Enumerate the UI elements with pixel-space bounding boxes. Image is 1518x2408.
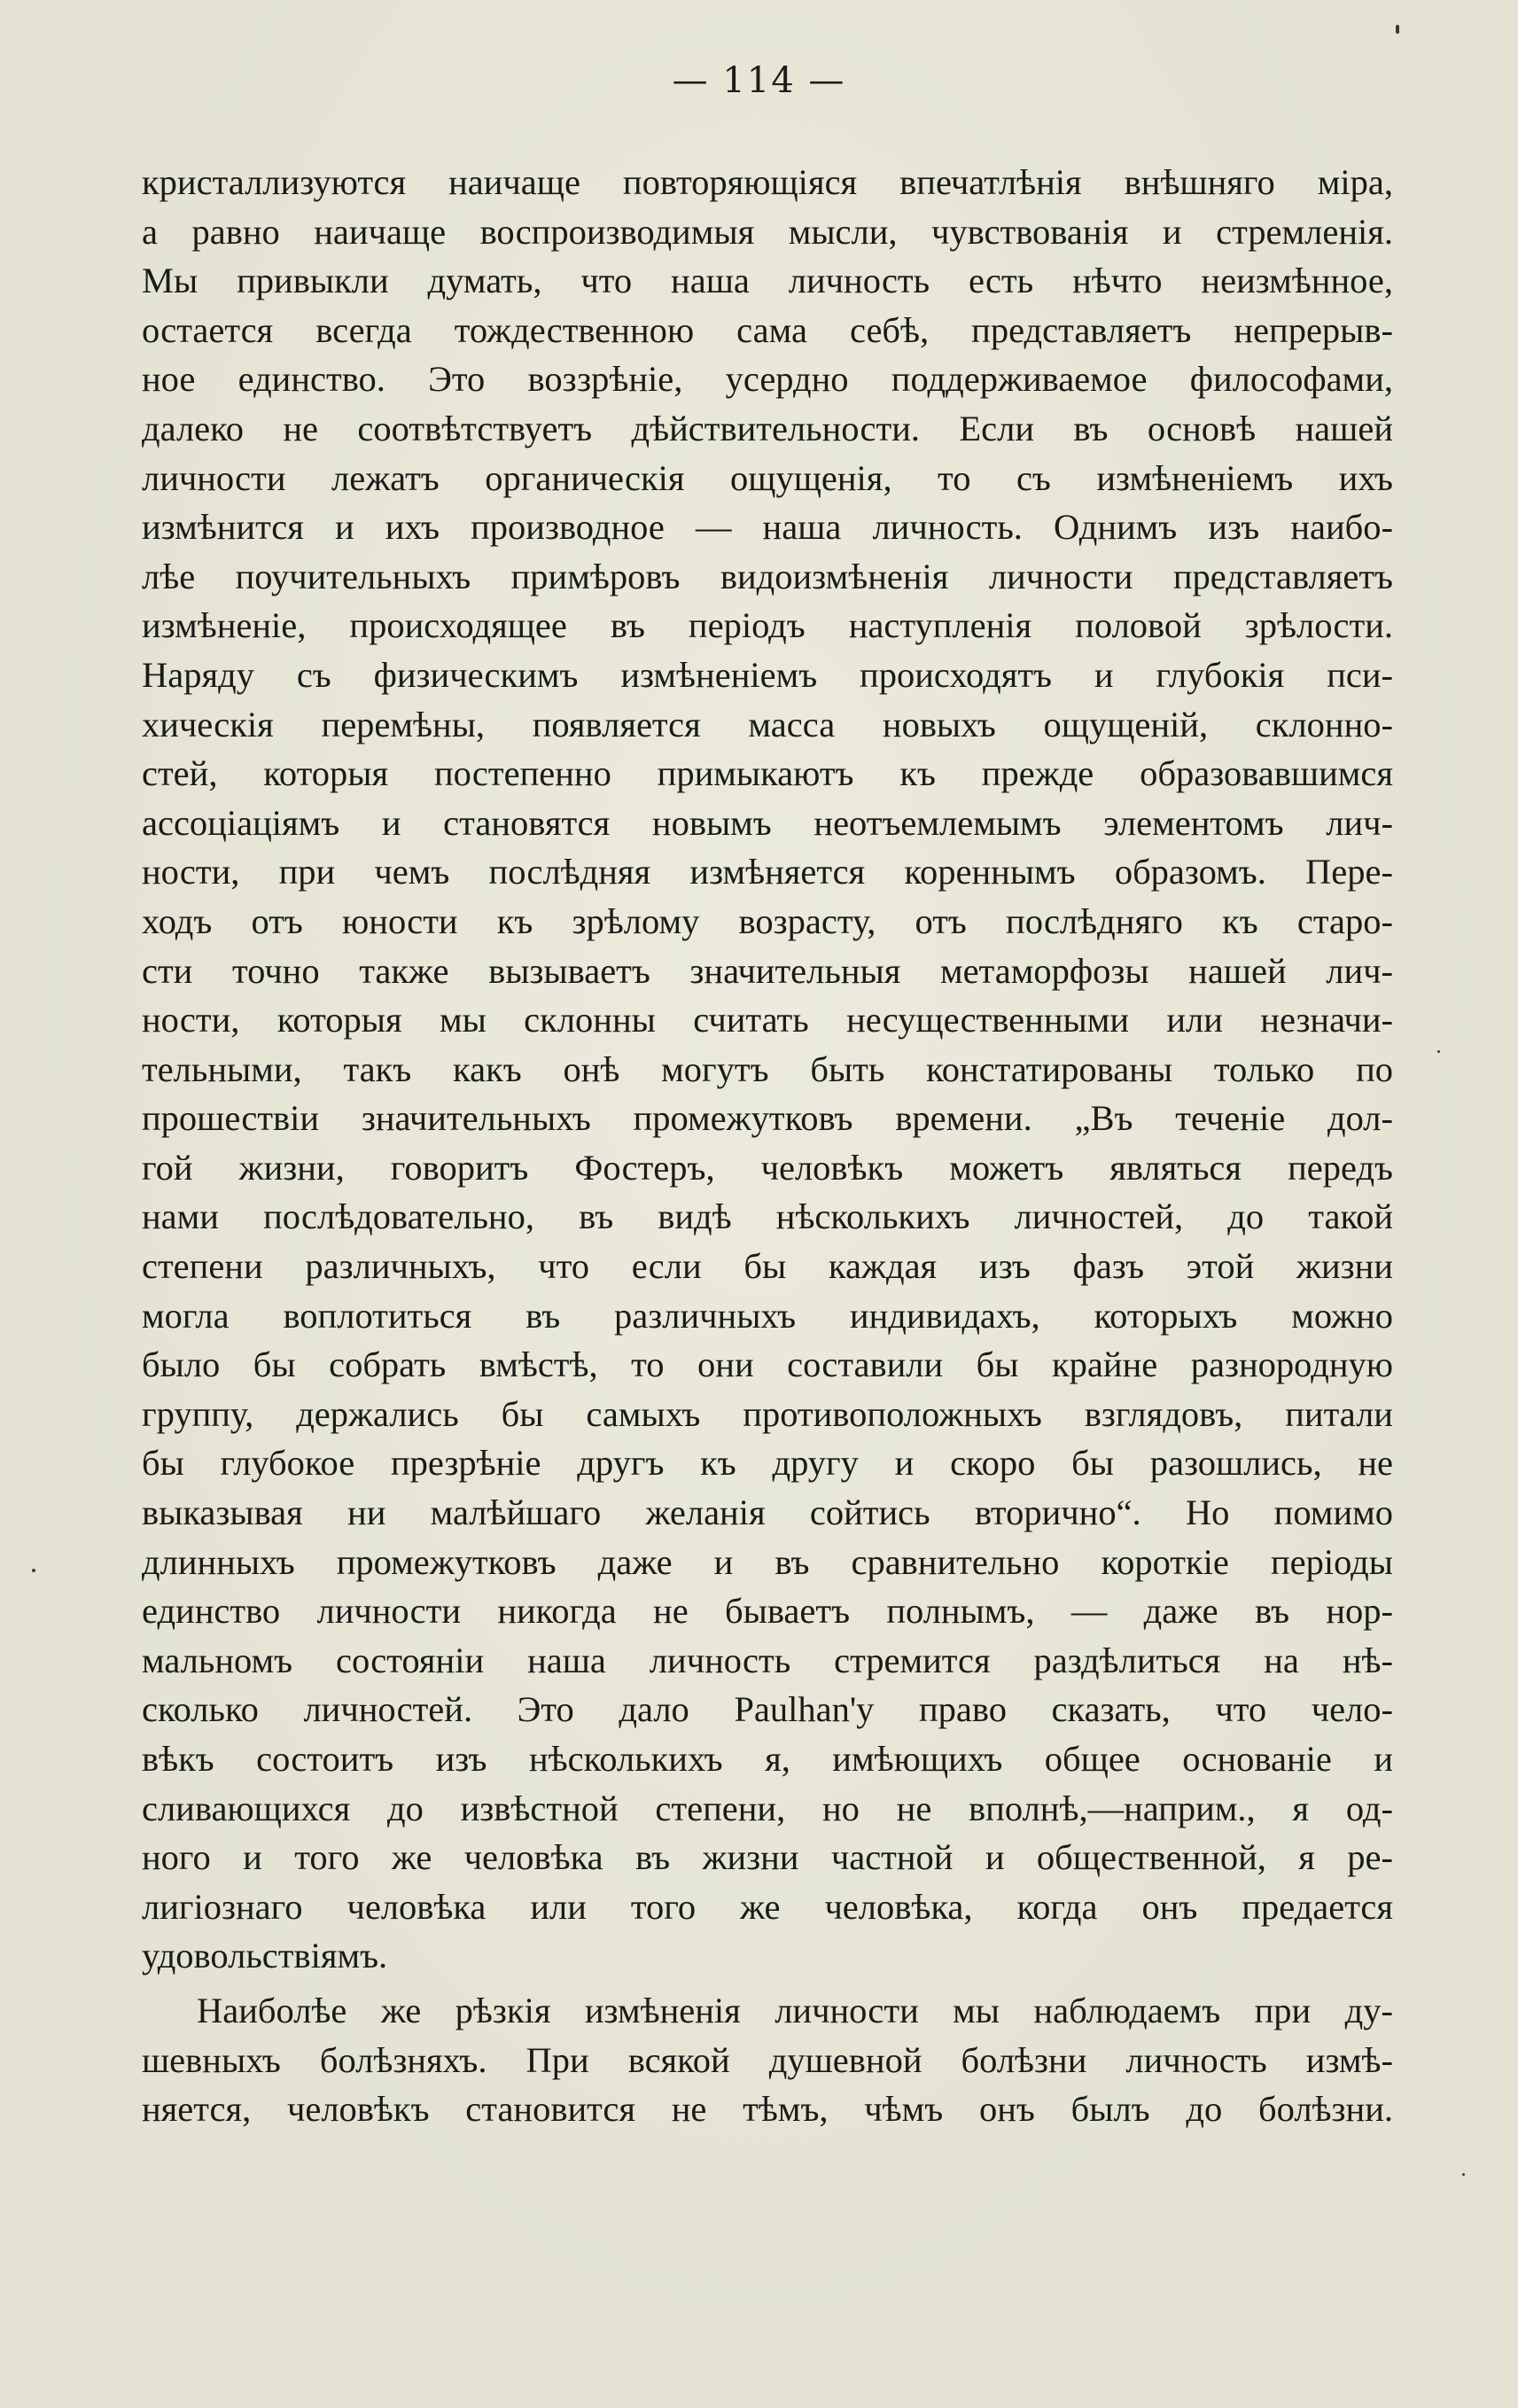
ink-speck (1396, 25, 1399, 34)
text-line: ассоціаціямъ и становятся новымъ неотъемлемымъ элементомъ лич- (142, 802, 1393, 843)
ink-speck (1437, 1050, 1440, 1053)
body-text (142, 158, 1393, 2134)
text-line: личности лежатъ органическія ощущенія, то съ измѣненіемъ ихъ (142, 457, 1393, 498)
text-line: нами послѣдовательно, въ видѣ нѣсколькихъ личностей, до такой (142, 1196, 1393, 1237)
text-line: сти точно также вызываетъ значительныя метаморфозы нашей лич- (142, 950, 1393, 991)
text-line: ходъ отъ юности къ зрѣлому возрасту, отъ послѣдняго къ старо- (142, 900, 1393, 941)
page-number: — 114 — (672, 60, 846, 101)
text-line: тельными, такъ какъ онѣ могутъ быть констатированы только по (142, 1048, 1393, 1089)
text-line: хическія перемѣны, появляется масса новыхъ ощущеній, склонно- (142, 704, 1393, 744)
text-line: сколько личностей. Это дало Paulhan'у право сказать, что чело- (142, 1689, 1393, 1730)
ink-speck (32, 1569, 35, 1572)
text-line: выказывая ни малѣйшаго желанія сойтись вторично“. Но помимо (142, 1492, 1393, 1533)
text-line: далеко не соотвѣтствуетъ дѣйствительности. Если въ основѣ нашей (142, 408, 1393, 448)
text-line: лѣе поучительныхъ примѣровъ видоизмѣненія личности представляетъ (142, 556, 1393, 596)
text-line: ного и того же человѣка въ жизни частной и общественной, я ре- (142, 1837, 1393, 1878)
ink-speck (1462, 2173, 1465, 2176)
text-line: сливающихся до извѣстной степени, но не вполнѣ,—наприм., я од- (142, 1788, 1393, 1828)
text-line: прошествіи значительныхъ промежутковъ времени. „Въ теченіе дол- (142, 1098, 1393, 1139)
text-line: ности, которыя мы склонны считать несущественными или незначи- (142, 1000, 1393, 1040)
text-line: ности, при чемъ послѣдняя измѣняется кореннымъ образомъ. Пере- (142, 852, 1393, 892)
text-line: измѣненіе, происходящее въ періодъ наступленія половой зрѣлости. (142, 605, 1393, 646)
text-line: Наиболѣе же рѣзкія измѣненія личности мы наблюдаемъ при ду- (197, 1990, 1393, 2030)
text-line: бы глубокое презрѣніе другъ къ другу и скоро бы разошлись, не (142, 1443, 1393, 1484)
text-line: гой жизни, говоритъ Фостеръ, человѣкъ можетъ являться передъ (142, 1147, 1393, 1188)
text-line: измѣнится и ихъ производное — наша личность. Однимъ изъ наибо- (142, 507, 1393, 548)
text-line: группу, держались бы самыхъ противоположныхъ взглядовъ, питали (142, 1393, 1393, 1434)
text-line: Мы привыкли думать, что наша личность есть нѣчто неизмѣнное, (142, 261, 1393, 301)
text-line: стей, которыя постепенно примыкаютъ къ прежде образовавшимся (142, 753, 1393, 794)
text-line: кристаллизуются наичаще повторяющіяся впечатлѣнія внѣшняго міра, (142, 162, 1393, 202)
text-line: степени различныхъ, что если бы каждая изъ фазъ этой жизни (142, 1246, 1393, 1287)
paragraph-2 (142, 1986, 1393, 2134)
text-line: лигіознаго человѣка или того же человѣка, когда онъ предается (142, 1886, 1393, 1927)
text-line: длинныхъ промежутковъ даже и въ сравнительно короткіе періоды (142, 1541, 1393, 1582)
text-line: удовольствіямъ. (142, 1936, 388, 1976)
text-line: Наряду съ физическимъ измѣненіемъ происходятъ и глубокія пси- (142, 654, 1393, 695)
paragraph-1 (142, 158, 1393, 1981)
text-line: шевныхъ болѣзняхъ. При всякой душевной болѣзни личность измѣ- (142, 2039, 1393, 2080)
text-line: было бы собрать вмѣстѣ, то они составили бы крайне разнородную (142, 1344, 1393, 1385)
text-line: няется, человѣкъ становится не тѣмъ, чѣмъ онъ былъ до болѣзни. (142, 2089, 1393, 2130)
text-line: единство личности никогда не бываетъ полнымъ, — даже въ нор- (142, 1591, 1393, 1632)
text-line: вѣкъ состоитъ изъ нѣсколькихъ я, имѣющихъ общее основаніе и (142, 1739, 1393, 1779)
text-line: остается всегда тождественною сама себѣ, представляетъ непрерыв- (142, 309, 1393, 350)
text-line: а равно наичаще воспроизводимыя мысли, чувствованія и стремленія. (142, 211, 1393, 252)
text-line: мальномъ состояніи наша личность стремится раздѣлиться на нѣ- (142, 1640, 1393, 1680)
text-line: могла воплотиться въ различныхъ индивидахъ, которыхъ можно (142, 1295, 1393, 1336)
text-line: ное единство. Это воззрѣніе, усердно поддерживаемое философами, (142, 359, 1393, 400)
